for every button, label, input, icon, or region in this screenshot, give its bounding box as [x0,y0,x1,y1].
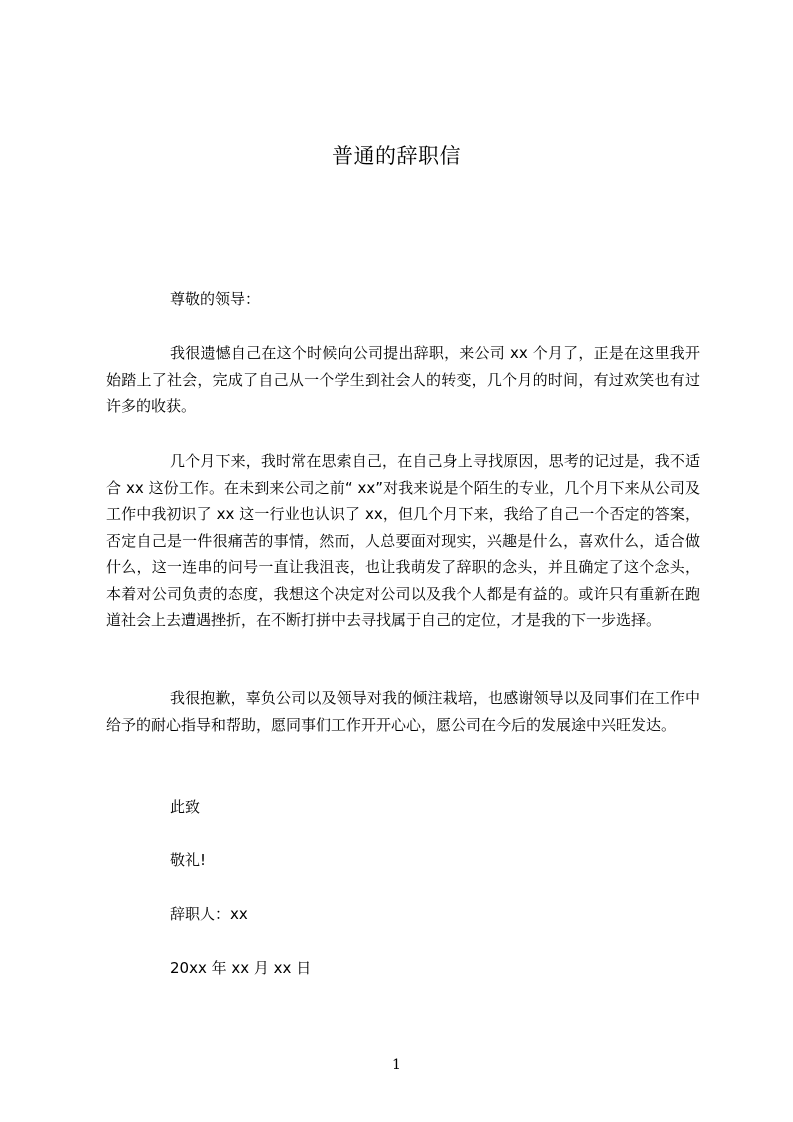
page-number: 1 [392,1057,401,1073]
regards-line: 敬礼! [170,851,207,869]
body-paragraph-1: 我很遗憾自己在这个时候向公司提出辞职，来公司 xx 个月了，正是在这里我开始踏上了社会，完成了自己从一个学生到社会人的转变，几个月的时间，有过欢笑也有过许多的收获。 [106,344,700,415]
date-line: 20xx 年 xx 月 xx 日 [170,959,312,977]
signature-line: 辞职人：xx [170,905,248,923]
body-paragraph-3: 我很抱歉，辜负公司以及领导对我的倾注栽培，也感谢领导以及同事们在工作中给予的耐心指导和帮助，愿同事们工作开开心心，愿公司在今后的发展途中兴旺发达。 [106,689,700,734]
salutation: 尊敬的领导： [170,290,261,308]
closing-line: 此致 [170,798,201,816]
body-paragraph-2: 几个月下来，我时常在思索自己，在自己身上寻找原因，思考的记过是，我不适合 xx 这份工作。在未到来公司之前“ xx”对我来说是个陌生的专业，几个月下来从公司及工作中我初识了 xx 这一行业也认识了 xx，但几个月下来，我给了自己一个否定的答案，否定自己是一件很痛苦的事情，然而，人总要面对现实，兴趣是什么，喜欢什么，适合做什么，这一连串的问号一直让我沮丧，也让我萌发了辞职的念头，并且确定了这个念头，本着对公司负责的态度，我想这个决定对公司以及我个人都是有益的。或许只有重新在跑道社会上去遭遇挫折，在不断打拼中去寻找属于自己的定位，才是我的下一步选择。 [106,452,700,629]
document-title: 普通的辞职信 [332,144,461,168]
